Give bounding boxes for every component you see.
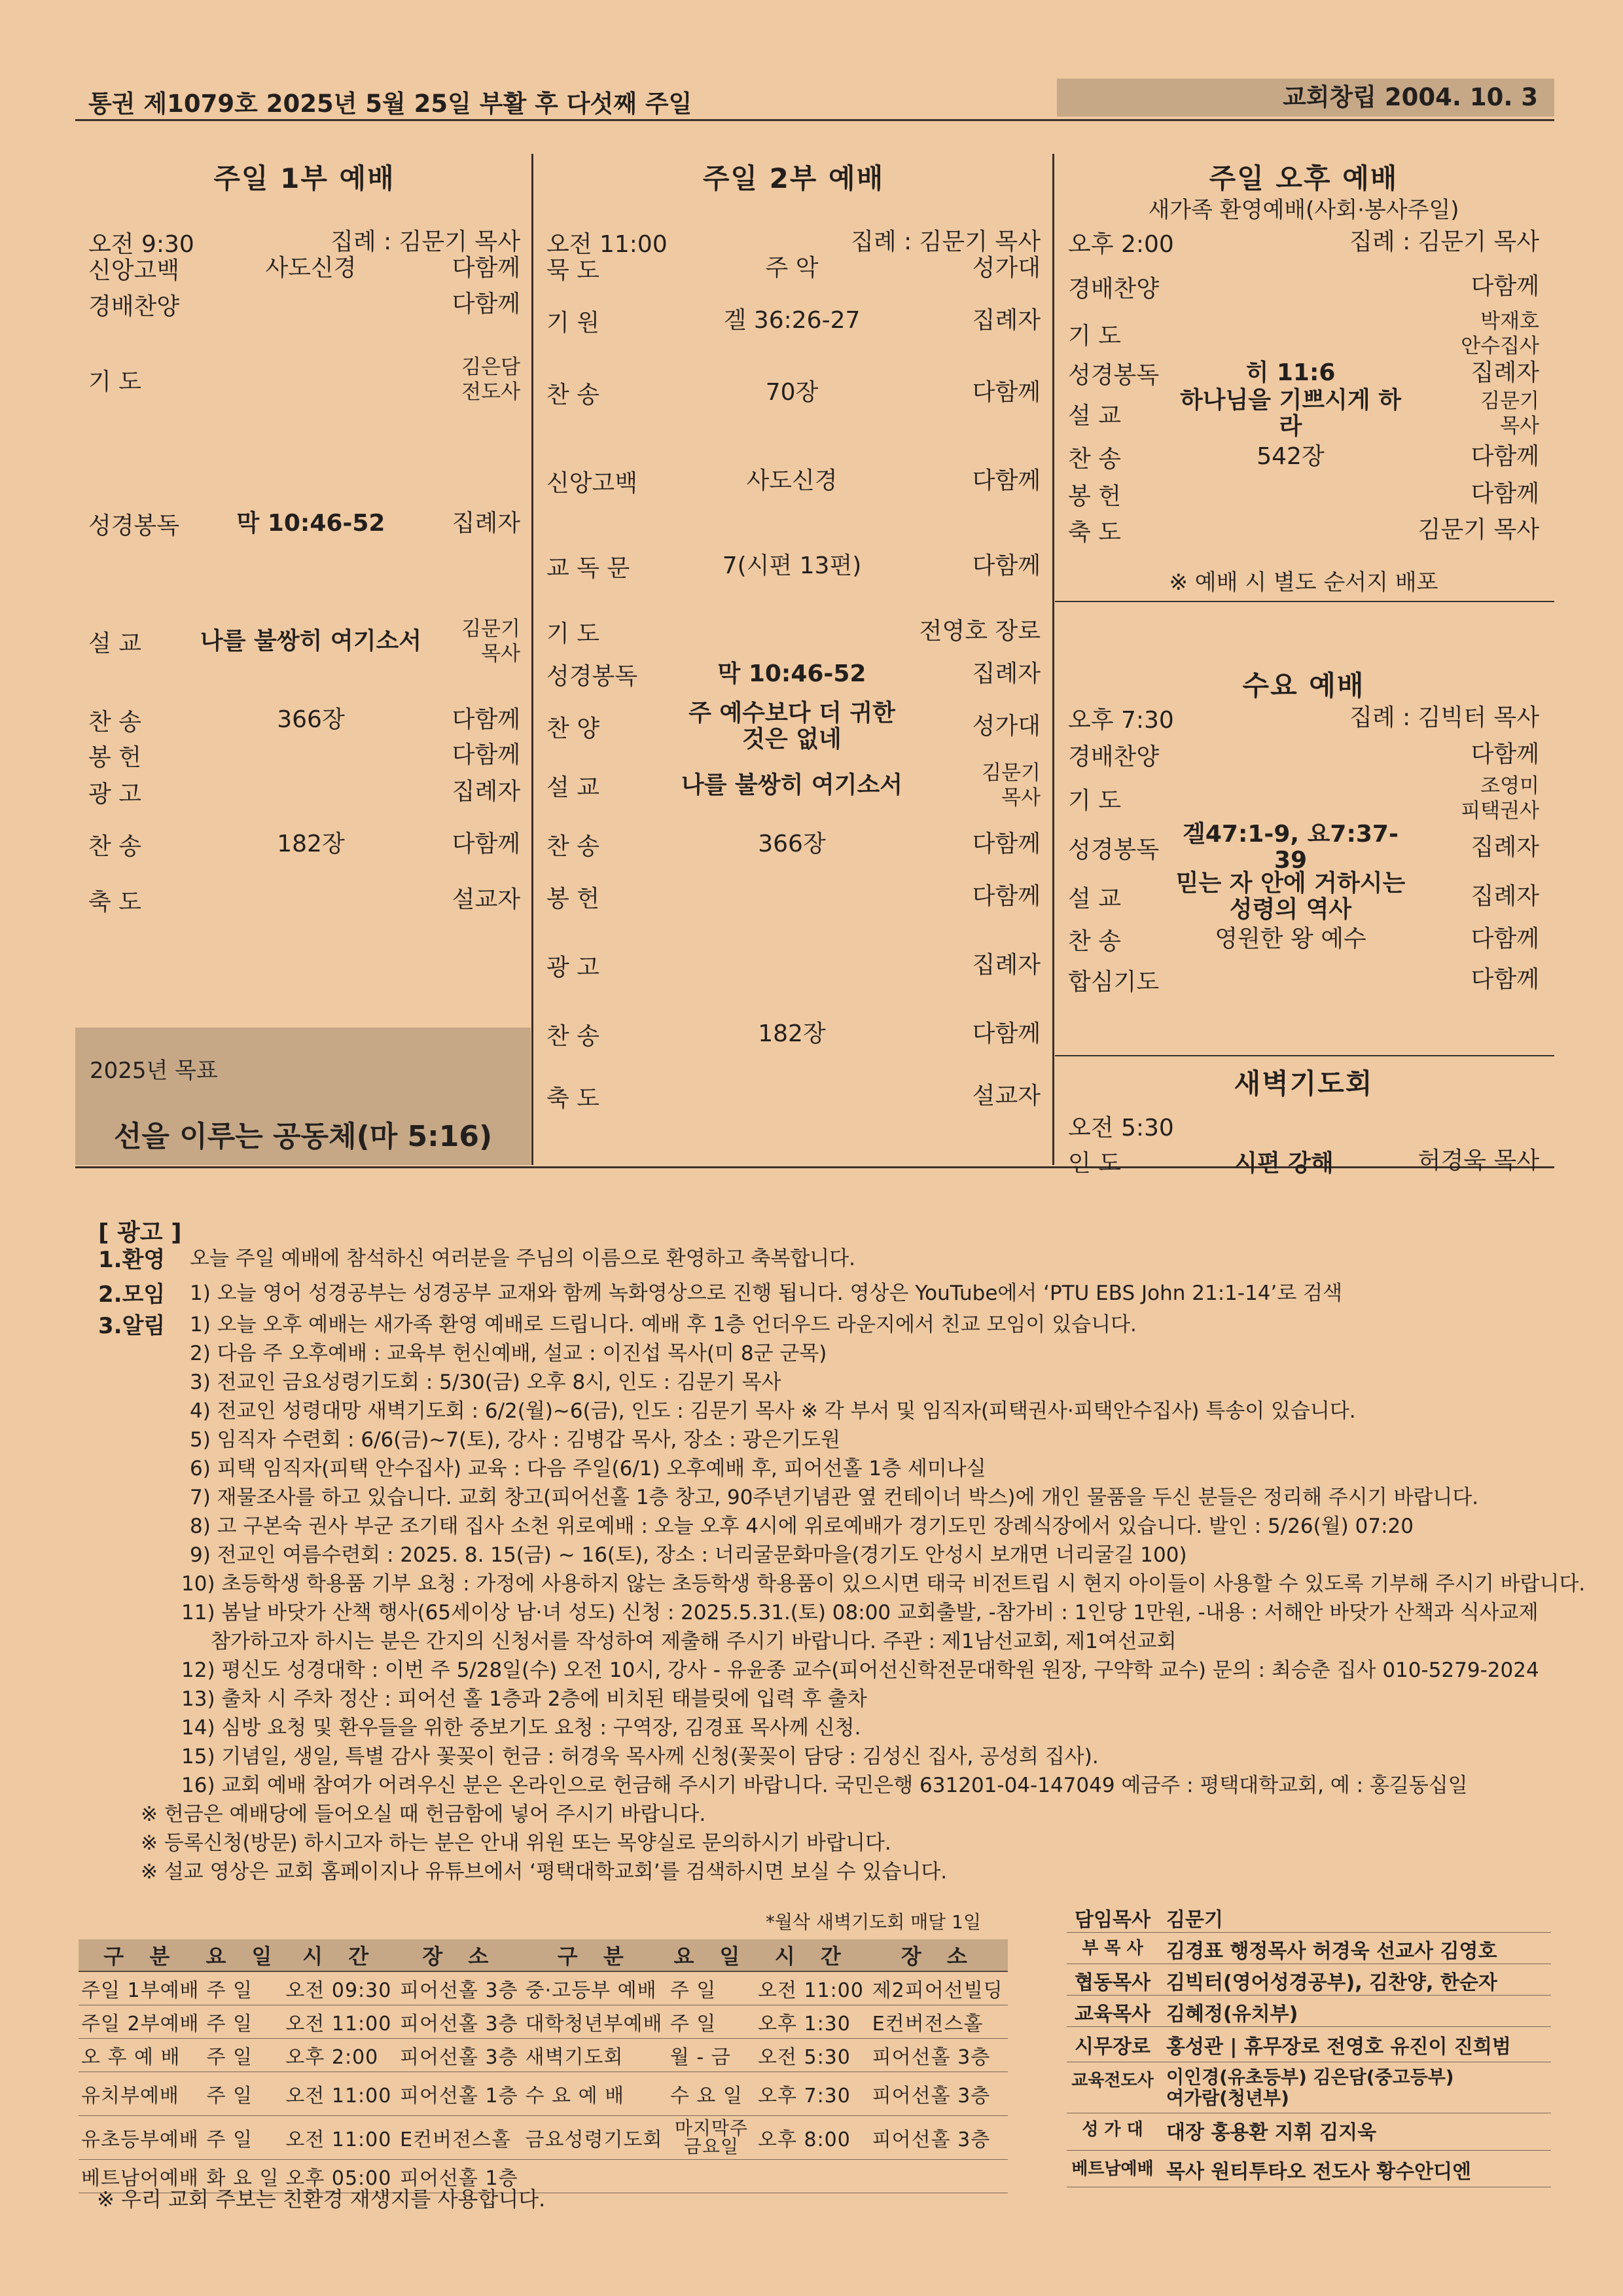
staff-names: 홍성관 | 휴무장로 전영호 유진이 진희범 xyxy=(1166,2036,1511,2058)
wednesday-row-role: 조영미 피택권사 xyxy=(1461,774,1539,823)
service3-row-label: 성경봉독 xyxy=(1068,361,1160,389)
service1-row-label: 신앙고백 xyxy=(88,257,180,284)
staff-row xyxy=(1067,1966,1551,1996)
schedule-header: 장 소 xyxy=(870,1939,1008,1971)
staff-role: 베트남예배 xyxy=(1071,2159,1154,2179)
service2-row-role: 집례자 xyxy=(972,307,1041,334)
schedule-cell: 대학청년부예배 xyxy=(523,2005,668,2039)
announcement-item: 6) 피택 임직자(피택 안수집사) 교육 : 다음 주일(6/1) 오후예배 후, 피어선홀 1층 세미나실 xyxy=(190,1457,986,1480)
service3-row-role: 김문기 목사 xyxy=(1418,516,1539,543)
wednesday-row-role: 다함께 xyxy=(1471,925,1539,952)
service1-row xyxy=(88,278,520,331)
service1-row-role: 다함께 xyxy=(452,742,520,768)
service1-row-label: 찬 송 xyxy=(88,708,141,736)
service3-row-role: 김문기 목사 xyxy=(1480,389,1539,438)
service3-row-role: 다함께 xyxy=(1471,480,1539,507)
service3-row-label: 봉 헌 xyxy=(1068,482,1121,510)
wednesday-row xyxy=(1068,954,1539,1006)
service2-row xyxy=(546,295,1041,347)
staff-row xyxy=(1067,1935,1551,1964)
schedule-table xyxy=(79,1939,1008,2193)
service1-time: 오전 9:30 xyxy=(88,230,194,258)
service3-rule xyxy=(1055,601,1554,602)
wednesday-row xyxy=(1068,772,1539,825)
schedule-cell: 중·고등부 예배 xyxy=(523,1971,668,2005)
service3-row-label: 찬 송 xyxy=(1068,445,1121,473)
service2-row-content: 나를 불쌍히 여기소서 xyxy=(681,772,903,798)
schedule-cell: 오전 11:00 xyxy=(755,1971,870,2005)
schedule-cell: 피어선홀 3층 xyxy=(397,1971,523,2005)
service2-row xyxy=(546,367,1041,419)
category-notice: 3.알림 xyxy=(98,1313,166,1339)
service2-row xyxy=(546,870,1041,923)
service2-row-content: 182장 xyxy=(758,1020,826,1047)
column-divider-2 xyxy=(1052,154,1054,1165)
service2-row-label: 찬 송 xyxy=(546,833,599,860)
service1-row-role: 집례자 xyxy=(452,778,520,805)
schedule-cell: 오전 11:00 xyxy=(283,2116,397,2160)
schedule-cell: 유초등부예배 xyxy=(79,2116,204,2160)
schedule-header: 구 분 xyxy=(79,1939,204,1971)
wednesday-time: 오후 7:30 xyxy=(1068,706,1174,734)
staff-row xyxy=(1067,2067,1551,2113)
staff-names: 김혜정(유치부) xyxy=(1166,2003,1298,2026)
schedule-cell: 주 일 xyxy=(668,2005,755,2039)
service1-row xyxy=(88,818,520,870)
wednesday-row-label: 설 교 xyxy=(1068,885,1121,912)
wednesday-row-label: 성경봉독 xyxy=(1068,836,1160,863)
schedule-header: 요 일 xyxy=(668,1939,755,1971)
notice-item: ※ 설교 영상은 교회 홈페이지나 유튜브에서 ‘평택대학교회’를 검색하시면 보실 수 있습니다. xyxy=(141,1860,948,1884)
service3-time-row xyxy=(1068,228,1539,257)
service3-row-content: 542장 xyxy=(1257,443,1325,470)
staff-names: 목사 원티투타오 전도사 황수안디엔 xyxy=(1166,2161,1472,2183)
service2-row-label: 설 교 xyxy=(546,774,599,801)
service1-row-content: 나를 불쌍히 여기소서 xyxy=(200,628,422,655)
schedule-row xyxy=(79,2039,1008,2072)
staff-names: 김빅터(영어성경공부), 김찬양, 한순자 xyxy=(1166,1971,1497,1994)
wednesday-row-role: 집례자 xyxy=(1471,834,1539,861)
service2-row xyxy=(546,759,1041,812)
schedule-note: *월삭 새벽기도회 매달 1일 xyxy=(766,1911,981,1933)
schedule-cell: E컨버전스홀 xyxy=(397,2116,523,2160)
staff-row xyxy=(1067,2155,1551,2187)
service1-row-role: 다함께 xyxy=(452,831,520,857)
announcement-item: 오늘 주일 예배에 참석하신 여러분을 주님의 이름으로 환영하고 축복합니다. xyxy=(190,1247,856,1270)
dawn-column xyxy=(1068,1059,1539,1177)
goal-year: 2025년 목표 xyxy=(90,1058,218,1084)
service2-row-role: 다함께 xyxy=(972,883,1041,910)
service3-row-label: 기 도 xyxy=(1068,322,1121,350)
service2-row-label: 기 도 xyxy=(546,620,599,647)
service3-title: 주일 오후 예배 xyxy=(1209,162,1399,194)
wednesday-rule xyxy=(1055,1055,1554,1056)
service2-row xyxy=(546,242,1041,295)
dawn-role: 허경욱 목사 xyxy=(1418,1147,1539,1174)
schedule-header: 장 소 xyxy=(397,1939,523,1971)
service2-row-label: 찬 송 xyxy=(546,381,599,408)
service2-row xyxy=(546,700,1041,753)
schedule-cell: 오전 5:30 xyxy=(755,2039,870,2072)
service2-row xyxy=(546,1070,1041,1122)
service2-row xyxy=(546,1008,1041,1060)
service2-row-content: 겔 36:26-27 xyxy=(723,307,861,334)
service2-row xyxy=(546,540,1041,592)
service3-note: ※ 예배 시 별도 순서지 배포 xyxy=(1169,569,1438,596)
schedule-cell: 주 일 xyxy=(204,2039,283,2072)
service3-row-role: 다함께 xyxy=(1471,273,1539,300)
schedule-cell: 주 일 xyxy=(204,1971,283,2005)
schedule-header: 시 간 xyxy=(283,1939,397,1971)
schedule-cell: 피어선홀 3층 xyxy=(870,2072,1008,2116)
schedule-cell: 오후 1:30 xyxy=(755,2005,870,2039)
schedule-cell: 수 요 예 배 xyxy=(523,2072,668,2116)
schedule-cell: 마지막주 금요일 xyxy=(668,2116,755,2160)
service1-row-label: 축 도 xyxy=(88,888,141,916)
service2-row-label: 교 독 문 xyxy=(546,554,630,582)
service3-row-role: 집례자 xyxy=(1471,359,1539,386)
schedule-cell: E컨버전스홀 xyxy=(870,2005,1008,2039)
schedule-cell: 오후 8:00 xyxy=(755,2116,870,2160)
service2-row-content: 주 예수보다 더 귀한 것은 없네 xyxy=(688,700,895,753)
schedule-cell: 주 일 xyxy=(204,2005,283,2039)
schedule-cell: 오 후 예 배 xyxy=(79,2039,204,2072)
wednesday-row-label: 경배찬양 xyxy=(1068,743,1160,770)
schedule-cell: 피어선홀 1층 xyxy=(397,2072,523,2116)
service1-row-label: 경배찬양 xyxy=(88,293,180,320)
eco-footnote: ※ 우리 교회 주보는 친환경 재생지를 사용합니다. xyxy=(97,2187,546,2212)
service2-leader: 집례 : 김문기 목사 xyxy=(851,228,1041,255)
wednesday-row-label: 찬 송 xyxy=(1068,927,1121,955)
schedule-cell: 피어선홀 3층 xyxy=(397,2005,523,2039)
announcement-item: 8) 고 구본숙 권사 부군 조기태 집사 소천 위로예배 : 오늘 오후 4시에 위로예배가 경기도민 장례식장에서 있습니다. 발인 : 5/26(월) 07:20 xyxy=(190,1515,1414,1538)
wednesday-column xyxy=(1068,664,1539,1018)
announcement-item: 16) 교회 예배 참여가 어려우신 분은 온라인으로 헌금해 주시기 바랍니다. 국민은행 631201-04-147049 예금주 : 평택대학교회, 예 : 홍길동십일 xyxy=(181,1774,1468,1797)
service2-title: 주일 2부 예배 xyxy=(702,162,885,194)
service2-row-label: 묵 도 xyxy=(546,257,599,284)
service1-row-role: 김은담 전도사 xyxy=(461,355,520,404)
announcement-item: 13) 출차 시 주차 정산 : 피어선 홀 1층과 2층에 비치된 태블릿에 입력 후 출차 xyxy=(181,1687,867,1711)
service2-row-label: 광 고 xyxy=(546,954,599,981)
announcement-item: 1) 오늘 오후 예배는 새가족 환영 예배로 드립니다. 예배 후 1층 언더우드 라운지에서 친교 모임이 있습니다. xyxy=(190,1313,1137,1336)
wednesday-leader: 집례 : 김빅터 목사 xyxy=(1349,704,1539,731)
schedule-cell: 주일 1부예배 xyxy=(79,1971,204,2005)
service1-column xyxy=(88,157,520,1021)
service1-row xyxy=(88,497,520,550)
service2-row-role: 설교자 xyxy=(972,1083,1041,1109)
service2-row-role: 성가대 xyxy=(972,713,1041,740)
schedule-cell: 피어선홀 3층 xyxy=(870,2039,1008,2072)
wednesday-row-label: 기 도 xyxy=(1068,787,1121,814)
service1-leader: 집례 : 김문기 목사 xyxy=(330,228,520,255)
schedule-cell: 피어선홀 1층 xyxy=(397,2160,523,2193)
notice-item: ※ 등록신청(방문) 하시고자 하는 분은 안내 위원 또는 목양실로 문의하시기 바랍니다. xyxy=(141,1831,891,1855)
service1-row-content: 막 10:46-52 xyxy=(236,510,385,537)
schedule-cell: 금요성령기도회 xyxy=(523,2116,668,2160)
announcement-item: 12) 평신도 성경대학 : 이번 주 5/28일(수) 오전 10시, 강사 - 유윤종 교수(피어선신학전문대학원 원장, 구약학 교수) 문의 : 최승춘 집사 010-5279-2024 xyxy=(181,1659,1539,1682)
service2-row-role: 집례자 xyxy=(972,660,1041,687)
service1-row-role: 설교자 xyxy=(452,886,520,913)
announcement-item: 4) 전교인 성령대망 새벽기도회 : 6/2(월)~6(금), 인도 : 김문기 목사 ※ 각 부서 및 임직자(피택권사·피택안수집사) 특송이 있습니다. xyxy=(190,1399,1356,1423)
announcement-item: 5) 임직자 수련회 : 6/6(금)~7(토), 강사 : 김병갑 목사, 장소 : 광은기도원 xyxy=(190,1428,841,1452)
service3-row-label: 축 도 xyxy=(1068,518,1121,546)
service2-row-content: 주 악 xyxy=(765,255,819,281)
schedule-header: 구 분 xyxy=(523,1939,668,1971)
service1-row-role: 다함께 xyxy=(452,255,520,281)
dawn-time: 오전 5:30 xyxy=(1068,1114,1174,1141)
service2-row-label: 기 원 xyxy=(546,309,599,336)
wednesday-row-label: 합심기도 xyxy=(1068,968,1160,996)
schedule-cell: 오전 09:30 xyxy=(283,1971,397,2005)
schedule-cell: 월 - 금 xyxy=(668,2039,755,2072)
service3-row-content: 하나님을 기쁘시게 하라 xyxy=(1179,387,1402,440)
wednesday-row-role: 다함께 xyxy=(1471,741,1539,768)
service2-row xyxy=(546,455,1041,507)
staff-role: 협동목사 xyxy=(1075,1971,1150,1994)
schedule-cell: 오후 2:00 xyxy=(283,2039,397,2072)
schedule-row xyxy=(79,2072,1008,2116)
service1-row-role: 집례자 xyxy=(452,510,520,537)
service2-row-label: 성경봉독 xyxy=(546,662,638,690)
wednesday-row-content: 영원한 왕 예수 xyxy=(1215,925,1366,952)
dawn-title: 새벽기도회 xyxy=(1234,1067,1374,1100)
service3-time: 오후 2:00 xyxy=(1068,230,1174,258)
schedule-cell: 주일 2부예배 xyxy=(79,2005,204,2039)
schedule-cell: 베트남어예배 xyxy=(79,2160,204,2193)
schedule-cell: 화 요 일 xyxy=(204,2160,283,2193)
service2-row-label: 찬 송 xyxy=(546,1022,599,1050)
service1-row-label: 찬 송 xyxy=(88,833,141,860)
service2-row-role: 다함께 xyxy=(972,379,1041,406)
wednesday-row-role: 다함께 xyxy=(1471,966,1539,993)
announcement-item: 7) 재물조사를 하고 있습니다. 교회 창고(피어선홀 1층 창고, 90주년기념관 옆 컨테이너 박스)에 개인 물품을 두신 분들은 정리해 주시기 바랍니다. xyxy=(190,1486,1479,1509)
service1-row-label: 설 교 xyxy=(88,630,141,657)
announcements-heading: [ 광고 ] xyxy=(98,1219,182,1246)
announcement-item: 3) 전교인 금요성령기도회 : 5/30(금) 오후 8시, 인도 : 김문기 목사 xyxy=(190,1371,781,1394)
schedule-cell: 주 일 xyxy=(204,2116,283,2160)
staff-names: 김경표 행정목사 허경욱 선교사 김영호 xyxy=(1166,1940,1497,1963)
service2-row-content: 사도신경 xyxy=(746,467,838,494)
service3-row-label: 설 교 xyxy=(1068,402,1121,429)
schedule-cell: 수 요 일 xyxy=(668,2072,755,2116)
service3-row-label: 경배찬양 xyxy=(1068,275,1160,302)
service2-row-label: 찬 양 xyxy=(546,715,599,742)
schedule-row xyxy=(79,2116,1008,2160)
header-rule xyxy=(75,119,1554,121)
service2-row-content: 막 10:46-52 xyxy=(717,660,866,687)
staff-role: 교육전도사 xyxy=(1071,2071,1154,2090)
service2-row-role: 다함께 xyxy=(972,831,1041,857)
service3-subtitle: 새가족 환영예배(사회·봉사주일) xyxy=(1148,197,1459,223)
staff-row xyxy=(1067,1903,1551,1933)
category-welcome: 1.환영 xyxy=(98,1247,166,1273)
founded-date: 교회창립 2004. 10. 3 xyxy=(1057,79,1554,117)
column-divider-1 xyxy=(531,154,533,1165)
staff-role: 시무장로 xyxy=(1075,2036,1150,2058)
wednesday-row xyxy=(1068,821,1539,874)
wednesday-title: 수요 예배 xyxy=(1242,670,1365,702)
service1-row xyxy=(88,766,520,818)
service2-row-role: 전영호 장로 xyxy=(919,618,1041,645)
notice-item: ※ 헌금은 예배당에 들어오실 때 헌금함에 넣어 주시기 바랍니다. xyxy=(141,1803,706,1826)
schedule-cell xyxy=(755,2160,870,2193)
staff-names: 이인경(유초등부) 김은담(중고등부) 여가람(청년부) xyxy=(1166,2066,1454,2109)
wednesday-row-role: 집례자 xyxy=(1471,883,1539,910)
service2-row xyxy=(546,818,1041,870)
announcement-item: 14) 심방 요청 및 환우들을 위한 중보기도 요청 : 구역장, 김경표 목사께 신청. xyxy=(181,1716,861,1740)
service3-row xyxy=(1068,504,1539,556)
staff-row xyxy=(1067,2030,1551,2062)
schedule-cell: 피어선홀 3층 xyxy=(870,2116,1008,2160)
staff-role: 성 가 대 xyxy=(1082,2120,1143,2140)
service2-row-role: 다함께 xyxy=(972,552,1041,579)
service1-row-label: 기 도 xyxy=(88,368,141,395)
staff-names: 대장 홍용환 지휘 김지욱 xyxy=(1166,2121,1377,2144)
service2-row-label: 신앙고백 xyxy=(546,469,638,497)
service3-row-role: 다함께 xyxy=(1471,443,1539,470)
staff-row xyxy=(1067,2116,1551,2151)
service2-row-role: 성가대 xyxy=(972,255,1041,281)
service2-row-content: 366장 xyxy=(758,831,826,857)
announcement-item: 11) 봄날 바닷가 산책 행사(65세이상 남·녀 성도) 신청 : 2025.5.31.(토) 08:00 교회출발, -참가비 : 1인당 1만원, -내용 : 서해안 바닷가 산책과 식사교제 xyxy=(181,1601,1539,1624)
service2-row-role: 집례자 xyxy=(972,952,1041,978)
service2-row-content: 70장 xyxy=(765,379,819,406)
service3-row-content: 히 11:6 xyxy=(1245,359,1336,386)
schedule-cell: 제2피어선빌딩 xyxy=(870,1971,1008,2005)
service2-row-label: 축 도 xyxy=(546,1085,599,1112)
staff-role: 부 목 사 xyxy=(1082,1939,1143,1958)
service3-row-role: 박재호 안수집사 xyxy=(1461,310,1539,358)
service2-row-role: 다함께 xyxy=(972,467,1041,494)
announcement-item: 2) 다음 주 오후예배 : 교육부 헌신예배, 설교 : 이진섭 목사(미 8군 군목) xyxy=(190,1342,827,1365)
schedule-row xyxy=(79,1971,1008,2005)
announcement-item: 9) 전교인 여름수련회 : 2025. 8. 15(금) ~ 16(토), 장소 : 너리굴문화마을(경기도 안성시 보개면 너리굴길 100) xyxy=(190,1543,1187,1567)
announcement-item: 15) 기념일, 생일, 특별 감사 꽃꽂이 헌금 : 허경욱 목사께 신청(꽃꽂이 담당 : 김성신 집사, 공성희 집사). xyxy=(181,1745,1099,1768)
schedule-header: 시 간 xyxy=(755,1939,870,1971)
category-meeting: 2.모임 xyxy=(98,1282,166,1308)
announcement-item: 참가하고자 하시는 분은 간지의 신청서를 작성하여 제출해 주시기 바랍니다. 주관 : 제1남선교회, 제1여선교회 xyxy=(211,1630,1177,1653)
service2-time: 오전 11:00 xyxy=(546,230,668,258)
service2-row-label: 봉 헌 xyxy=(546,885,599,912)
service3-row xyxy=(1068,260,1539,313)
schedule-cell: 오전 11:00 xyxy=(283,2005,397,2039)
service1-row-label: 봉 헌 xyxy=(88,744,141,771)
header-bar xyxy=(75,79,1554,118)
announcement-item: 10) 초등학생 학용품 기부 요청 : 가정에 사용하지 않는 초등학생 학용품이 있으시면 태국 비전트립 시 현지 아이들이 사용할 수 있도록 기부해 주시기 바랍니다. xyxy=(181,1572,1586,1596)
dawn-row xyxy=(1068,1147,1539,1175)
staff-role: 담임목사 xyxy=(1075,1909,1150,1931)
schedule-cell xyxy=(870,2160,1008,2193)
service1-row-role: 다함께 xyxy=(452,706,520,733)
service1-row xyxy=(88,874,520,926)
schedule-cell: 오전 11:00 xyxy=(283,2072,397,2116)
dawn-label: 인 도 xyxy=(1068,1149,1121,1177)
wednesday-row-content: 겔47:1-9, 요7:37-39 xyxy=(1183,821,1399,874)
dawn-content: 시편 강해 xyxy=(1234,1149,1334,1177)
service2-row-role: 다함께 xyxy=(972,1020,1041,1047)
staff-role: 교육목사 xyxy=(1075,2003,1150,2026)
service3-leader: 집례 : 김문기 목사 xyxy=(1349,228,1539,255)
schedule-cell: 주 일 xyxy=(668,1971,755,2005)
year-goal-box xyxy=(75,1028,531,1165)
wednesday-row-content: 믿는 자 안에 거하시는 성령의 역사 xyxy=(1175,870,1406,923)
service1-row-content: 182장 xyxy=(277,831,345,857)
staff-names: 김문기 xyxy=(1166,1909,1223,1931)
announcement-item: 1) 오늘 영어 성경공부는 성경공부 교재와 함께 녹화영상으로 진행 됩니다. 영상은 YouTube에서 ‘PTU EBS John 21:1-14’로 검색 xyxy=(190,1282,1343,1305)
service2-row-content: 7(시편 13편) xyxy=(722,552,862,579)
service2-row-role: 김문기 목사 xyxy=(982,761,1041,810)
dawn-time-row xyxy=(1068,1111,1539,1140)
service1-row-label: 성경봉독 xyxy=(88,512,180,539)
schedule-cell xyxy=(668,2160,755,2193)
schedule-cell: 주 일 xyxy=(204,2072,283,2116)
service2-row xyxy=(546,939,1041,992)
service1-row xyxy=(88,353,520,406)
service1-row-role: 다함께 xyxy=(452,291,520,317)
service1-row xyxy=(88,615,520,668)
schedule-header: 요 일 xyxy=(204,1939,283,1971)
schedule-row xyxy=(79,2005,1008,2039)
service1-row-role: 김문기 목사 xyxy=(461,617,520,666)
service1-row-content: 366장 xyxy=(277,706,345,733)
service2-row xyxy=(546,648,1041,700)
schedule-cell: 오후 7:30 xyxy=(755,2072,870,2116)
goal-text: 선을 이루는 공동체(마 5:16) xyxy=(113,1120,493,1153)
schedule-cell: 오후 05:00 xyxy=(283,2160,397,2193)
staff-row xyxy=(1067,1998,1551,2027)
service1-row-content: 사도신경 xyxy=(265,255,357,281)
service2-column xyxy=(546,157,1041,1165)
service1-row-label: 광 고 xyxy=(88,780,141,808)
issue-date: 통권 제1079호 2025년 5월 25일 부활 후 다섯째 주일 xyxy=(88,90,692,118)
schedule-cell: 새벽기도회 xyxy=(523,2039,668,2072)
service1-title: 주일 1부 예배 xyxy=(213,162,395,194)
schedule-cell: 피어선홀 3층 xyxy=(397,2039,523,2072)
schedule-cell: 유치부예배 xyxy=(79,2072,204,2116)
